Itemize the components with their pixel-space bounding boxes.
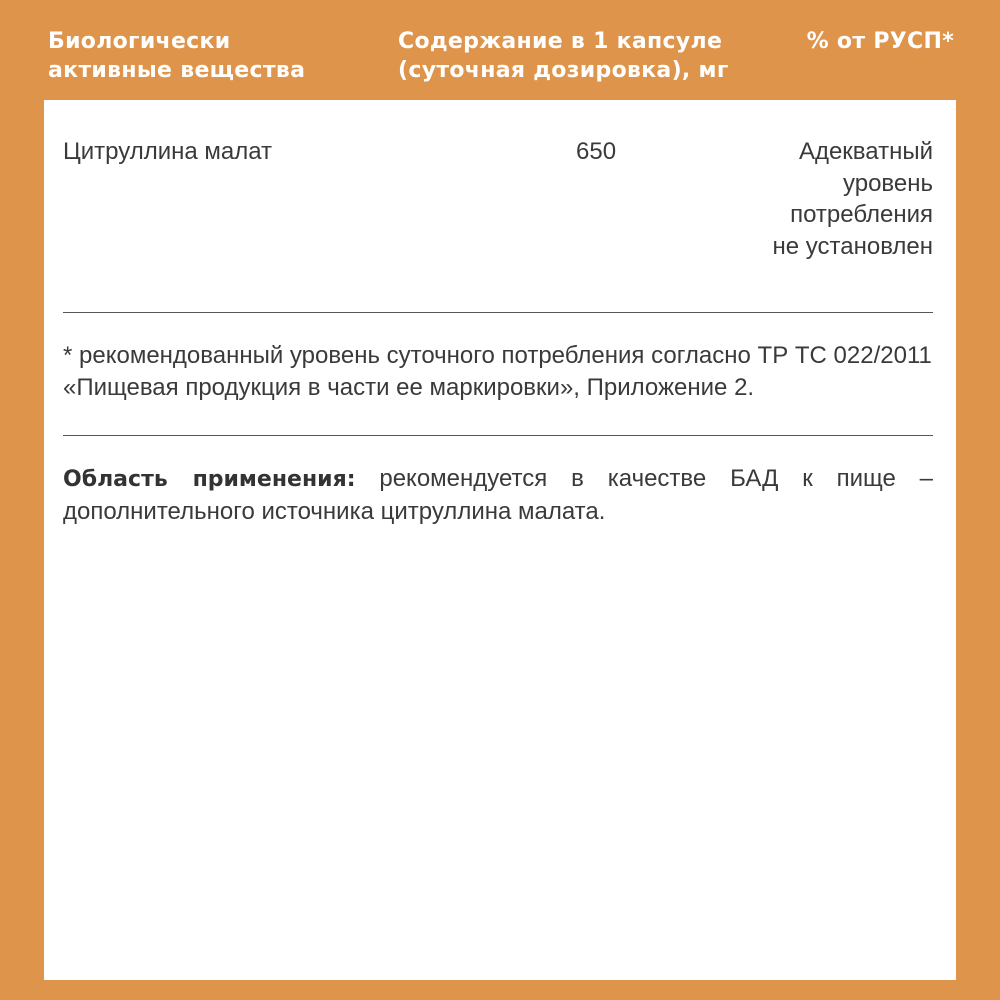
substance-amount: 650 <box>576 138 617 165</box>
rusp-line: Адекватный <box>798 138 933 165</box>
header-rusp-percent: % от РУСП* <box>806 29 954 54</box>
substance-name: Цитруллина малат <box>63 138 273 165</box>
divider <box>63 435 933 436</box>
usage-text: рекомендуется в качестве БАД к пище – дополнительного источника цитруллина малата. <box>63 465 934 525</box>
table-header <box>0 0 1000 100</box>
header-substances: Биологически активные вещества <box>48 29 306 83</box>
table-row <box>63 136 933 276</box>
header-content-per-capsule: Содержание в 1 капсуле (суточная дозировка), мг <box>398 29 729 83</box>
rusp-line: потребления <box>790 201 933 228</box>
info-card <box>44 100 956 980</box>
usage-paragraph <box>63 463 933 528</box>
footnote: * рекомендованный уровень суточного потребления согласно ТР ТС 022/2011 «Пищевая продукция в части ее маркировки», Приложение 2. <box>63 342 932 401</box>
rusp-line: уровень <box>842 169 933 197</box>
divider <box>63 312 933 313</box>
substance-rusp <box>713 136 933 262</box>
usage-label: Область применения: <box>63 467 356 492</box>
rusp-line: не установлен <box>772 232 933 260</box>
